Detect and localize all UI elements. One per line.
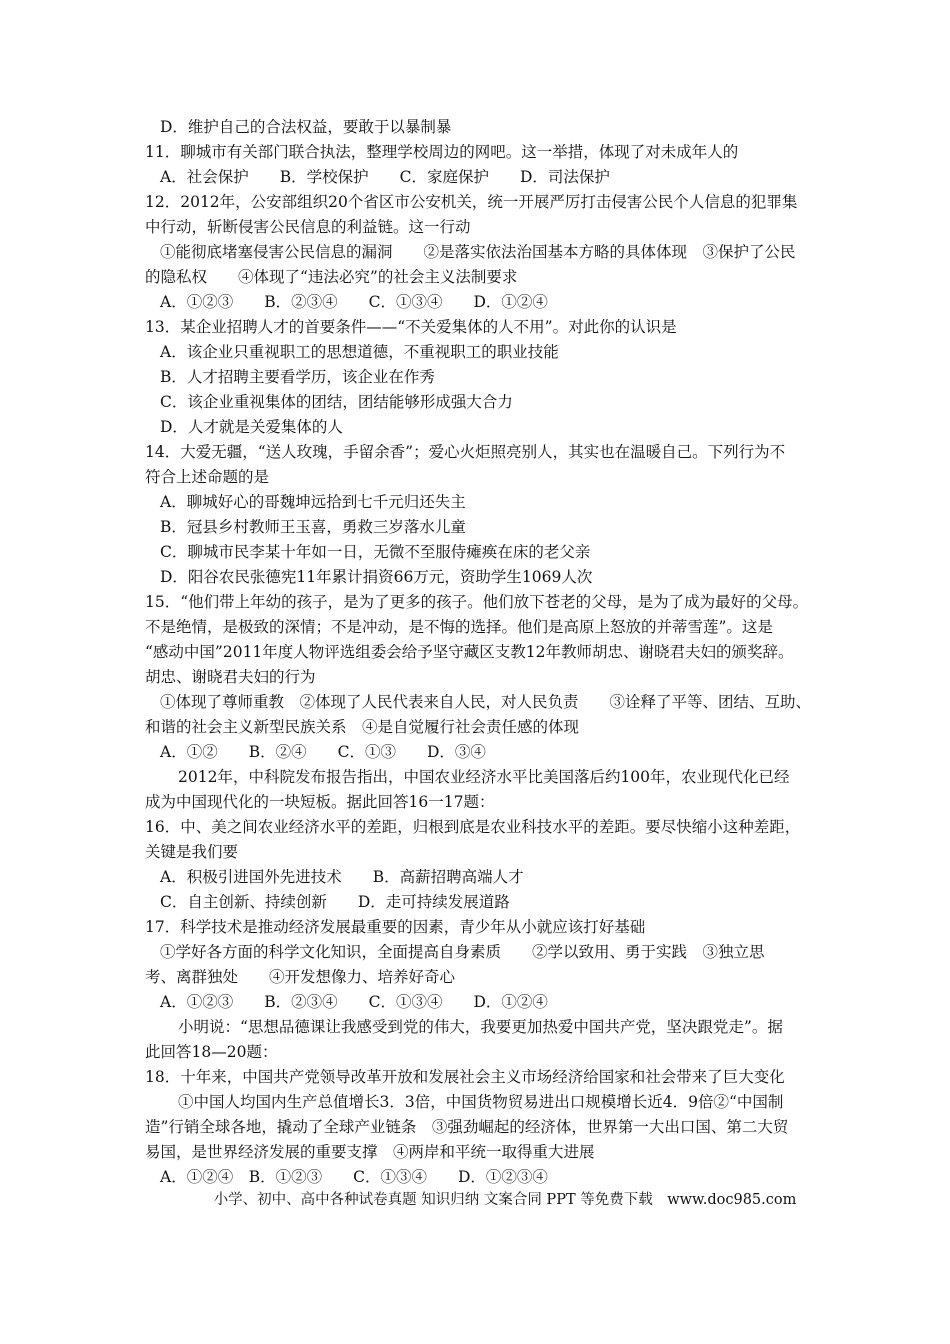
question-16-cont: 关键是我们要 — [145, 843, 239, 861]
question-15-cont-2: “感动中国”2011年度人物评选组委会给予坚守藏区支教12年教师胡忠、谢晓君夫妇的颁奖辞。 — [145, 643, 794, 661]
option-a-q14: A．聊城好心的哥魏坤远拾到七千元归还失主 — [160, 493, 466, 511]
option-d-q13: D．人才就是关爱集体的人 — [160, 418, 343, 436]
options-q12: A．①②③ B．②③④ C．①③④ D．①②④ — [160, 293, 548, 311]
option-d-q14: D．阳谷农民张德宪11年累计捐资66万元，资助学生1069人次 — [160, 568, 593, 586]
option-a-q13: A．该企业只重视职工的思想道德，不重视职工的职业技能 — [160, 343, 559, 361]
options-q18: A．①②④ B．①②③ C．①③④ D．①②③④ — [160, 1168, 548, 1186]
material-q16-17-cont: 成为中国现代化的一块短板。据此回答16一17题： — [145, 793, 495, 811]
question-18: 18．十年来，中国共产党领导改革开放和发展社会主义市场经济给国家和社会带来了巨大变化 — [145, 1068, 785, 1086]
question-16: 16．中、美之间农业经济水平的差距，归根到底是农业科技水平的差距。要尽快缩小这种差距， — [145, 818, 801, 836]
statements-q18-cont-1: 造”行销全球各地，撬动了全球产业链条 ③强劲崛起的经济体，世界第一大出口国、第二大贸 — [145, 1118, 789, 1136]
question-15-cont-1: 不是绝情，是极致的深情；不是冲动，是不悔的选择。他们是高原上怒放的并蒂雪莲”。这是 — [145, 618, 773, 636]
option-b-q14: B．冠县乡村教师王玉喜，勇救三岁落水儿童 — [160, 518, 466, 536]
option-c-q13: C．该企业重视集体的团结，团结能够形成强大合力 — [160, 393, 513, 411]
statements-q15-cont: 和谐的社会主义新型民族关系 ④是自觉履行社会责任感的体现 — [145, 718, 580, 736]
options-q17: A．①②③ B．②③④ C．①③④ D．①②④ — [160, 993, 548, 1011]
statements-q12-cont: 的隐私权 ④体现了“违法必究”的社会主义法制要求 — [145, 268, 518, 286]
option-c-q14: C．聊城市民李某十年如一日，无微不至服侍瘫痪在床的老父亲 — [160, 543, 591, 561]
question-11: 11．聊城市有关部门联合执法，整理学校周边的网吧。这一举措，体现了对未成年人的 — [145, 143, 739, 161]
options-q15: A．①② B．②④ C．①③ D．③④ — [160, 743, 486, 761]
question-15-cont-3: 胡忠、谢晓君夫妇的行为 — [145, 668, 316, 686]
statements-q17-cont: 考、离群独处 ④开发想像力、培养好奇心 — [145, 968, 456, 986]
question-12: 12．2012年，公安部组织20个省区市公安机关，统一开展严厉打击侵害公民个人信息的犯罪集 — [145, 193, 798, 211]
statements-q12: ①能彻底堵塞侵害公民信息的漏洞 ②是落实依法治国基本方略的具体体现 ③保护了公民 — [160, 243, 796, 261]
material-q18-20-cont: 此回答18—20题： — [145, 1043, 278, 1061]
statements-q18: ①中国人均国内生产总值增长3．3倍，中国货物贸易进出口规模增长近4．9倍②“中国制 — [178, 1093, 784, 1111]
option-b-q13: B．人才招聘主要看学历，该企业在作秀 — [160, 368, 435, 386]
question-13: 13．某企业招聘人才的首要条件——“不关爱集体的人不用”。对此你的认识是 — [145, 318, 677, 336]
options-q11: A．社会保护 B．学校保护 C．家庭保护 D．司法保护 — [160, 168, 610, 186]
question-14: 14．大爱无疆，“送人玫瑰，手留余香”；爱心火炬照亮别人，其实也在温暖自己。下列行为不 — [145, 443, 786, 461]
options-q16-cd: C．自主创新、持续创新 D．走可持续发展道路 — [160, 893, 510, 911]
question-12-cont: 中行动，斩断侵害公民信息的利益链。这一行动 — [145, 218, 471, 236]
question-17: 17．科学技术是推动经济发展最重要的因素，青少年从小就应该打好基础 — [145, 918, 646, 936]
statements-q15: ①体现了尊师重教 ②体现了人民代表来自人民，对人民负责 ③诠释了平等、团结、互助、 — [160, 693, 812, 711]
page-footer: 小学、初中、高中各种试卷真题 知识归纳 文案合同 PPT 等免费下载 www.doc985.com — [213, 1192, 797, 1208]
statements-q18-cont-2: 易国，是世界经济发展的重要支撑 ④两岸和平统一取得重大进展 — [145, 1143, 595, 1161]
option-d-q10: D．维护自己的合法权益，要敢于以暴制暴 — [160, 118, 452, 136]
question-15: 15．“他们带上年幼的孩子，是为了更多的孩子。他们放下苍老的父母，是为了成为最好的父母。 — [145, 593, 809, 611]
material-q18-20: 小明说：“思想品德课让我感受到党的伟大，我要更加热爱中国共产党，坚决跟党走”。据 — [178, 1018, 783, 1036]
material-q16-17: 2012年，中科院发布报告指出，中国农业经济水平比美国落后约100年，农业现代化已经 — [178, 768, 790, 786]
options-q16-ab: A．积极引进国外先进技术 B．高薪招聘高端人才 — [160, 868, 524, 886]
question-14-cont: 符合上述命题的是 — [145, 468, 270, 486]
statements-q17: ①学好各方面的科学文化知识，全面提高自身素质 ②学以致用、勇于实践 ③独立思 — [160, 943, 765, 961]
